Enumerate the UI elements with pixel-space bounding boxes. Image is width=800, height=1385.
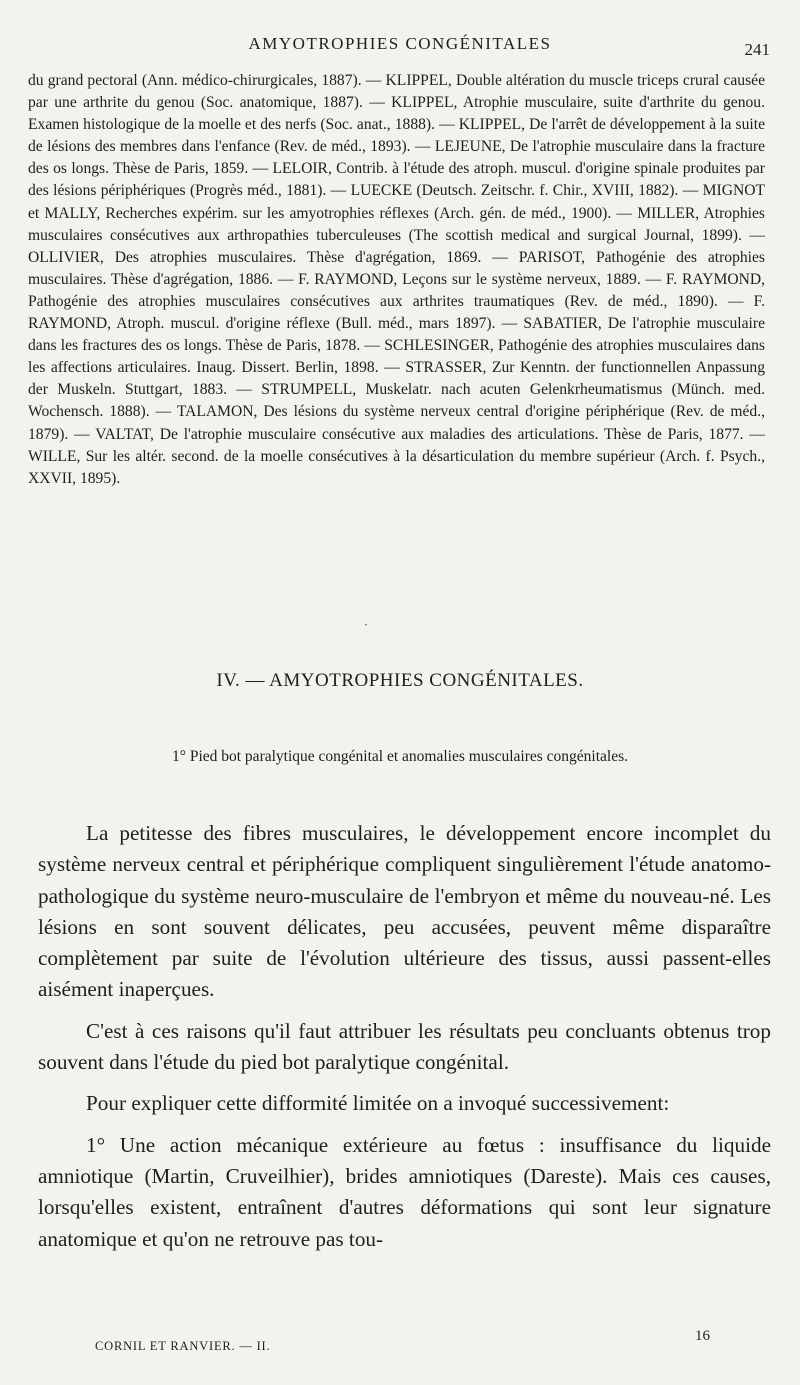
section-heading: IV. — AMYOTROPHIES CONGÉNITALES. (216, 670, 584, 691)
paragraph: 1° Une action mécanique extérieure au fœtus : insuffisance du liquide amniotique (Martin, Cruveilhier), brides amniotiques (Dareste). Mais ces causes, lorsqu'elles existent, entraînent d'autres déformations qui sont leur signature anatomique et qu'on ne retrouve pas tou- (38, 1132, 771, 1251)
bibliography-text: du grand pectoral (Ann. médico-chirurgicales, 1887). — KLIPPEL, Double altération du muscle triceps crural causée par une arthrite du genou (Soc. anatomique, 1887). — KLIPPEL, Atrophie musculaire, suite d'arthrite du genou. Examen histologique de la moelle et des nerfs (Soc. anat., 1888). — KLIPPEL, De l'arrêt de développement à la suite de lésions des membres dans l'enfance (Rev. de méd., 1893). — LEJEUNE, De l'atrophie musculaire dans la fracture des os longs. Thèse de Paris, 1859. — LELOIR, Contrib. à l'étude des atroph. muscul. d'origine spinale produites par des lésions périphériques (Progrès méd., 1881). — LUECKE (Deutsch. Zeitschr. f. Chir., XVIII, 1882). — MIGNOT et MALLY, Recherches expérim. sur les amyotrophies réflexes (Arch. gén. de méd., 1900). — MILLER, Atrophies musculaires consécutives aux arthropathies tuberculeuses (The scottish medical and surgical Journal, 1899). — OLLIVIER, Des atrophies musculaires. Thèse d'agrégation, 1869. — PARISOT, Pathogénie des atrophies musculaires. Thèse d'agrégation, 1886. — F. RAYMOND, Leçons sur le système nerveux, 1889. — F. RAYMOND, Pathogénie des atrophies musculaires consécutives aux arthrites traumatiques (Rev. de méd., 1890). — F. RAYMOND, Atroph. muscul. d'origine réflexe (Bull. méd., mars 1897). — SABATIER, De l'atrophie musculaire dans les fractures des os longs. Thèse de Paris, 1878. — SCHLESINGER, Pathogénie des atrophies musculaires dans les affections articulaires. Inaug. Dissert. Berlin, 1898. — STRASSER, Zur Kenntn. der functionnellen Anpassung der Muskeln. Stuttgart, 1883. — STRUMPELL, Muskelatr. nach acuten Gelenkrheumatismus (Münch. med. Wochensch. 1888). — TALAMON, Des lésions du système nerveux central d'origine périphérique (Rev. de méd., 1879). — VALTAT, De l'atrophie musculaire consécutive aux maladies des articulations. Thèse de Paris, 1877. — WILLE, Sur les altér. second. de la moelle consécutives à la désarticulation du membre supérieur (Arch. f. Psych., XXVII, 1895). (28, 72, 765, 487)
divider-mark: · (364, 618, 368, 632)
running-title: AMYOTROPHIES CONGÉNITALES (248, 34, 552, 53)
footer-signature: CORNIL ET RANVIER. — II. (95, 1339, 271, 1353)
body-text (38, 818, 771, 1265)
paragraph: Pour expliquer cette difformité limitée on a invoqué successivement: (86, 1091, 670, 1116)
paragraph: C'est à ces raisons qu'il faut attribuer les résultats peu concluants obtenus trop souvent dans l'étude du pied bot paralytique congénital. (38, 1018, 771, 1075)
running-head (0, 34, 800, 64)
page-number: 241 (744, 40, 770, 59)
bibliography-block (28, 70, 765, 490)
subsection-heading: 1° Pied bot paralytique congénital et anomalies musculaires congénitales. (172, 748, 628, 765)
signature-number: 16 (695, 1328, 710, 1344)
paragraph: La petitesse des fibres musculaires, le développement encore incomplet du système nerveux central et périphérique compliquent singulièrement l'étude anatomo-pathologique du système neuro-musculaire de l'embryon et même du nouveau-né. Les lésions en sont souvent délicates, peu accusées, peuvent même disparaître complètement par suite de l'évolution ultérieure des tissus, aussi passent-elles aisément inaperçues. (38, 821, 771, 1002)
